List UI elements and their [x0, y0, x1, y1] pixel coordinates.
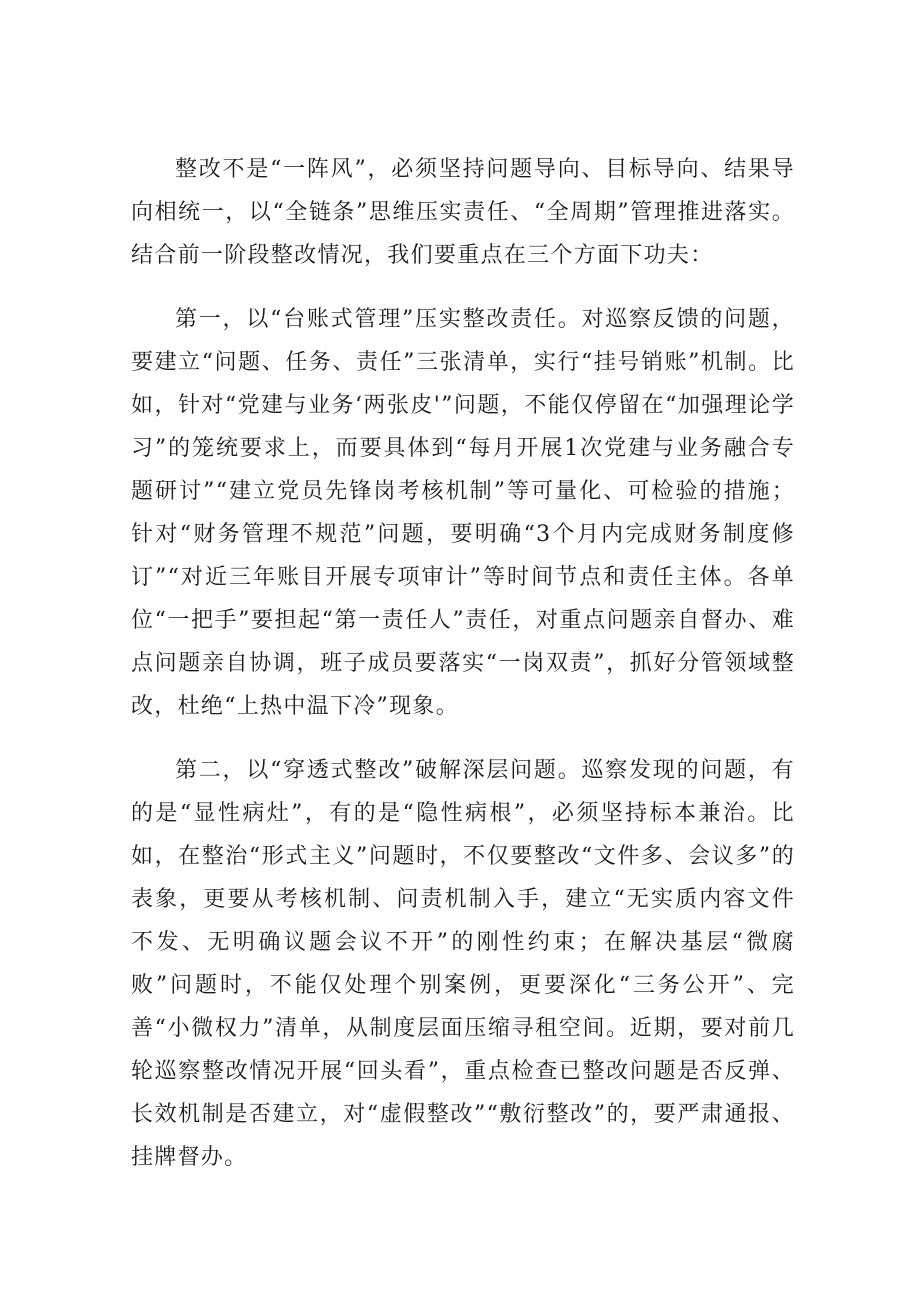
- paragraph-intro: 整改不是“一阵风”，必须坚持问题导向、目标导向、结果导向相统一，以“全链条”思维压实责任、“全周期”管理推进落实。结合前一阶段整改情况，我们要重点在三个方面下功夫：: [131, 157, 795, 268]
- paragraph-first-point: 第一，以“台账式管理”压实整改责任。对巡察反馈的问题，要建立“问题、任务、责任”三张清单，实行“挂号销账”机制。比如，针对“党建与业务‘两张皮'”问题，不能仅停留在“加强理论学习”的笼统要求上，而要具体到“每月开展1次党建与业务融合专题研讨”“建立党员先锋岗考核机制”等可量化、可检验的措施；针对“财务管理不规范”问题，要明确“3个月内完成财务制度修订”“对近三年账目开展专项审计”等时间节点和责任主体。各单位“一把手”要担起“第一责任人”责任，对重点问题亲自督办、难点问题亲自协调，班子成员要落实“一岗双责”，抓好分管领域整改，杜绝“上热中温下冷”现象。: [131, 307, 795, 719]
- document-body: [131, 148, 795, 1179]
- paragraph-second-point: 第二，以“穿透式整改”破解深层问题。巡察发现的问题，有的是“显性病灶”，有的是“隐性病根”，必须坚持标本兼治。比如，在整治“形式主义”问题时，不仅要整改“文件多、会议多”的表象，更要从考核机制、问责机制入手，建立“无实质内容文件不发、无明确议题会议不开”的刚性约束；在解决基层“微腐败”问题时，不能仅处理个别案例，更要深化“三务公开”、完善“小微权力”清单，从制度层面压缩寻租空间。近期，要对前几轮巡察整改情况开展“回头看”，重点检查已整改问题是否反弹、长效机制是否建立，对“虚假整改”“敷衍整改”的，要严肃通报、挂牌督办。: [131, 758, 795, 1170]
